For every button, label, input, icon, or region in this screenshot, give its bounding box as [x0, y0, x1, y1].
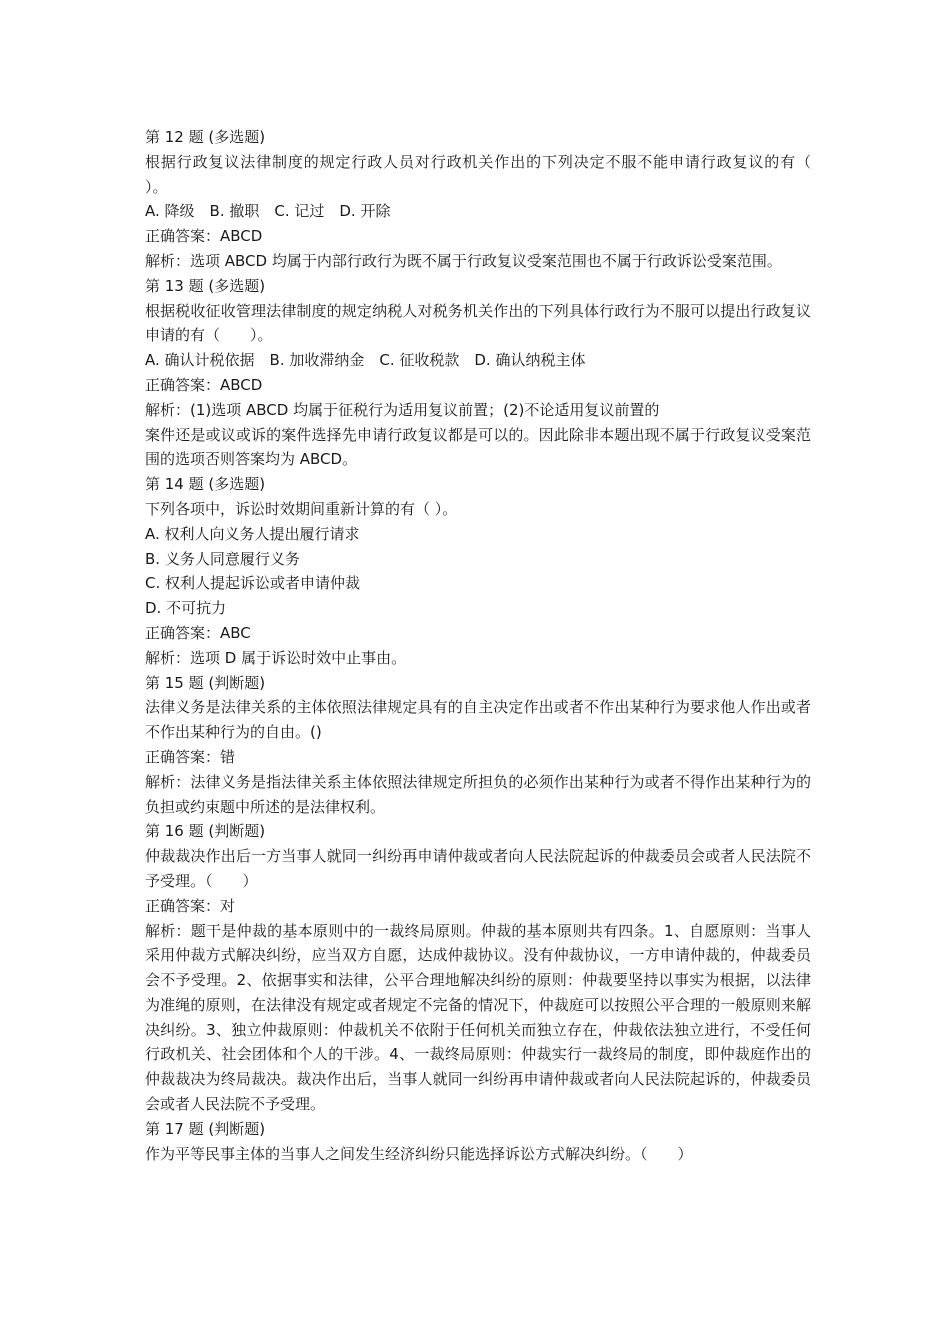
question-12-heading: 第 12 题 (多选题)	[145, 128, 266, 146]
question-15-stem: 法律义务是法律关系的主体依照法律规定具有的自主决定作出或者不作出某种行为要求他人作出或者不作出某种行为的自由。()	[145, 698, 811, 742]
question-15-heading: 第 15 题 (判断题)	[145, 673, 266, 692]
question-13-options: A. 确认计税依据 B. 加收滞纳金 C. 征收税款 D. 确认纳税主体	[145, 351, 586, 370]
question-12-explanation: 解析：选项 ABCD 均属于内部行政行为既不属于行政复议受案范围也不属于行政诉讼受案范围。	[145, 251, 782, 270]
document-page	[145, 125, 842, 1166]
question-12-answer: 正确答案：ABCD	[145, 227, 263, 246]
question-12-options: A. 降级 B. 撤职 C. 记过 D. 开除	[145, 202, 391, 221]
question-16-heading: 第 16 题 (判断题)	[145, 822, 266, 841]
question-15-answer: 正确答案：错	[145, 747, 236, 766]
question-14-answer: 正确答案：ABC	[145, 623, 251, 642]
question-13-answer: 正确答案：ABCD	[145, 375, 263, 394]
question-16-stem: 仲裁裁决作出后一方当事人就同一纠纷再申请仲裁或者向人民法院起诉的仲裁委员会或者人民法院不予受理。（ ）	[145, 847, 811, 890]
question-17-heading: 第 17 题 (判断题)	[145, 1119, 266, 1138]
question-14-option-b: B. 义务人同意履行义务	[145, 549, 300, 568]
question-14-explanation: 解析：选项 D 属于诉讼时效中止事由。	[145, 648, 407, 667]
question-12-stem: 根据行政复议法律制度的规定行政人员对行政机关作出的下列决定不服不能申请行政复议的有（ ）。	[145, 152, 842, 196]
question-17-stem: 作为平等民事主体的当事人之间发生经济纠纷只能选择诉讼方式解决纠纷。（ ）	[145, 1144, 693, 1163]
question-16-explanation: 解析：题干是仲裁的基本原则中的一裁终局原则。仲裁的基本原则共有四条。1、自愿原则：当事人采用仲裁方式解决纠纷，应当双方自愿，达成仲裁协议。没有仲裁协议，一方申请仲裁的，仲裁委员会不予受理。2、依据事实和法律，公平合理地解决纠纷的原则：仲裁要坚持以事实为根据，以法律为准绳的原则，在法律没有规定或者规定不完备的情况下，仲裁庭可以按照公平合理的一般原则来解决纠纷。3、独立仲裁原则：仲裁机关不依附于任何机关而独立存在，仲裁依法独立进行，不受任何行政机关、社会团体和个人的干涉。4、一裁终局原则：仲裁实行一裁终局的制度，即仲裁庭作出的仲裁裁决为终局裁决。裁决作出后，当事人就同一纠纷再申请仲裁或者向人民法院起诉的，仲裁委员会或者人民法院不予受理。	[145, 921, 811, 1114]
question-16-answer: 正确答案：对	[145, 896, 236, 915]
question-13-stem: 根据税收征收管理法律制度的规定纳税人对税务机关作出的下列具体行政行为不服可以提出行政复议申请的有（ ）。	[145, 301, 811, 345]
question-13-heading: 第 13 题 (多选题)	[145, 276, 266, 295]
question-15-explanation: 解析：法律义务是指法律关系主体依照法律规定所担负的必须作出某种行为或者不得作出某种行为的负担或约束题中所述的是法律权利。	[145, 772, 811, 816]
question-14-heading: 第 14 题 (多选题)	[145, 475, 266, 494]
question-14-option-d: D. 不可抗力	[145, 599, 227, 618]
question-14-option-c: C. 权利人提起诉讼或者申请仲裁	[145, 574, 361, 593]
question-14-stem: 下列各项中，诉讼时效期间重新计算的有（ ）。	[145, 499, 458, 518]
question-13-explanation-2: 案件还是或议或诉的案件选择先申请行政复议都是可以的。因此除非本题出现不属于行政复议受案范围的选项否则答案均为 ABCD。	[145, 425, 811, 469]
question-13-explanation-1: 解析：(1)选项 ABCD 均属于征税行为适用复议前置；(2)不论适用复议前置的	[145, 400, 660, 419]
question-14-option-a: A. 权利人向义务人提出履行请求	[145, 524, 360, 543]
